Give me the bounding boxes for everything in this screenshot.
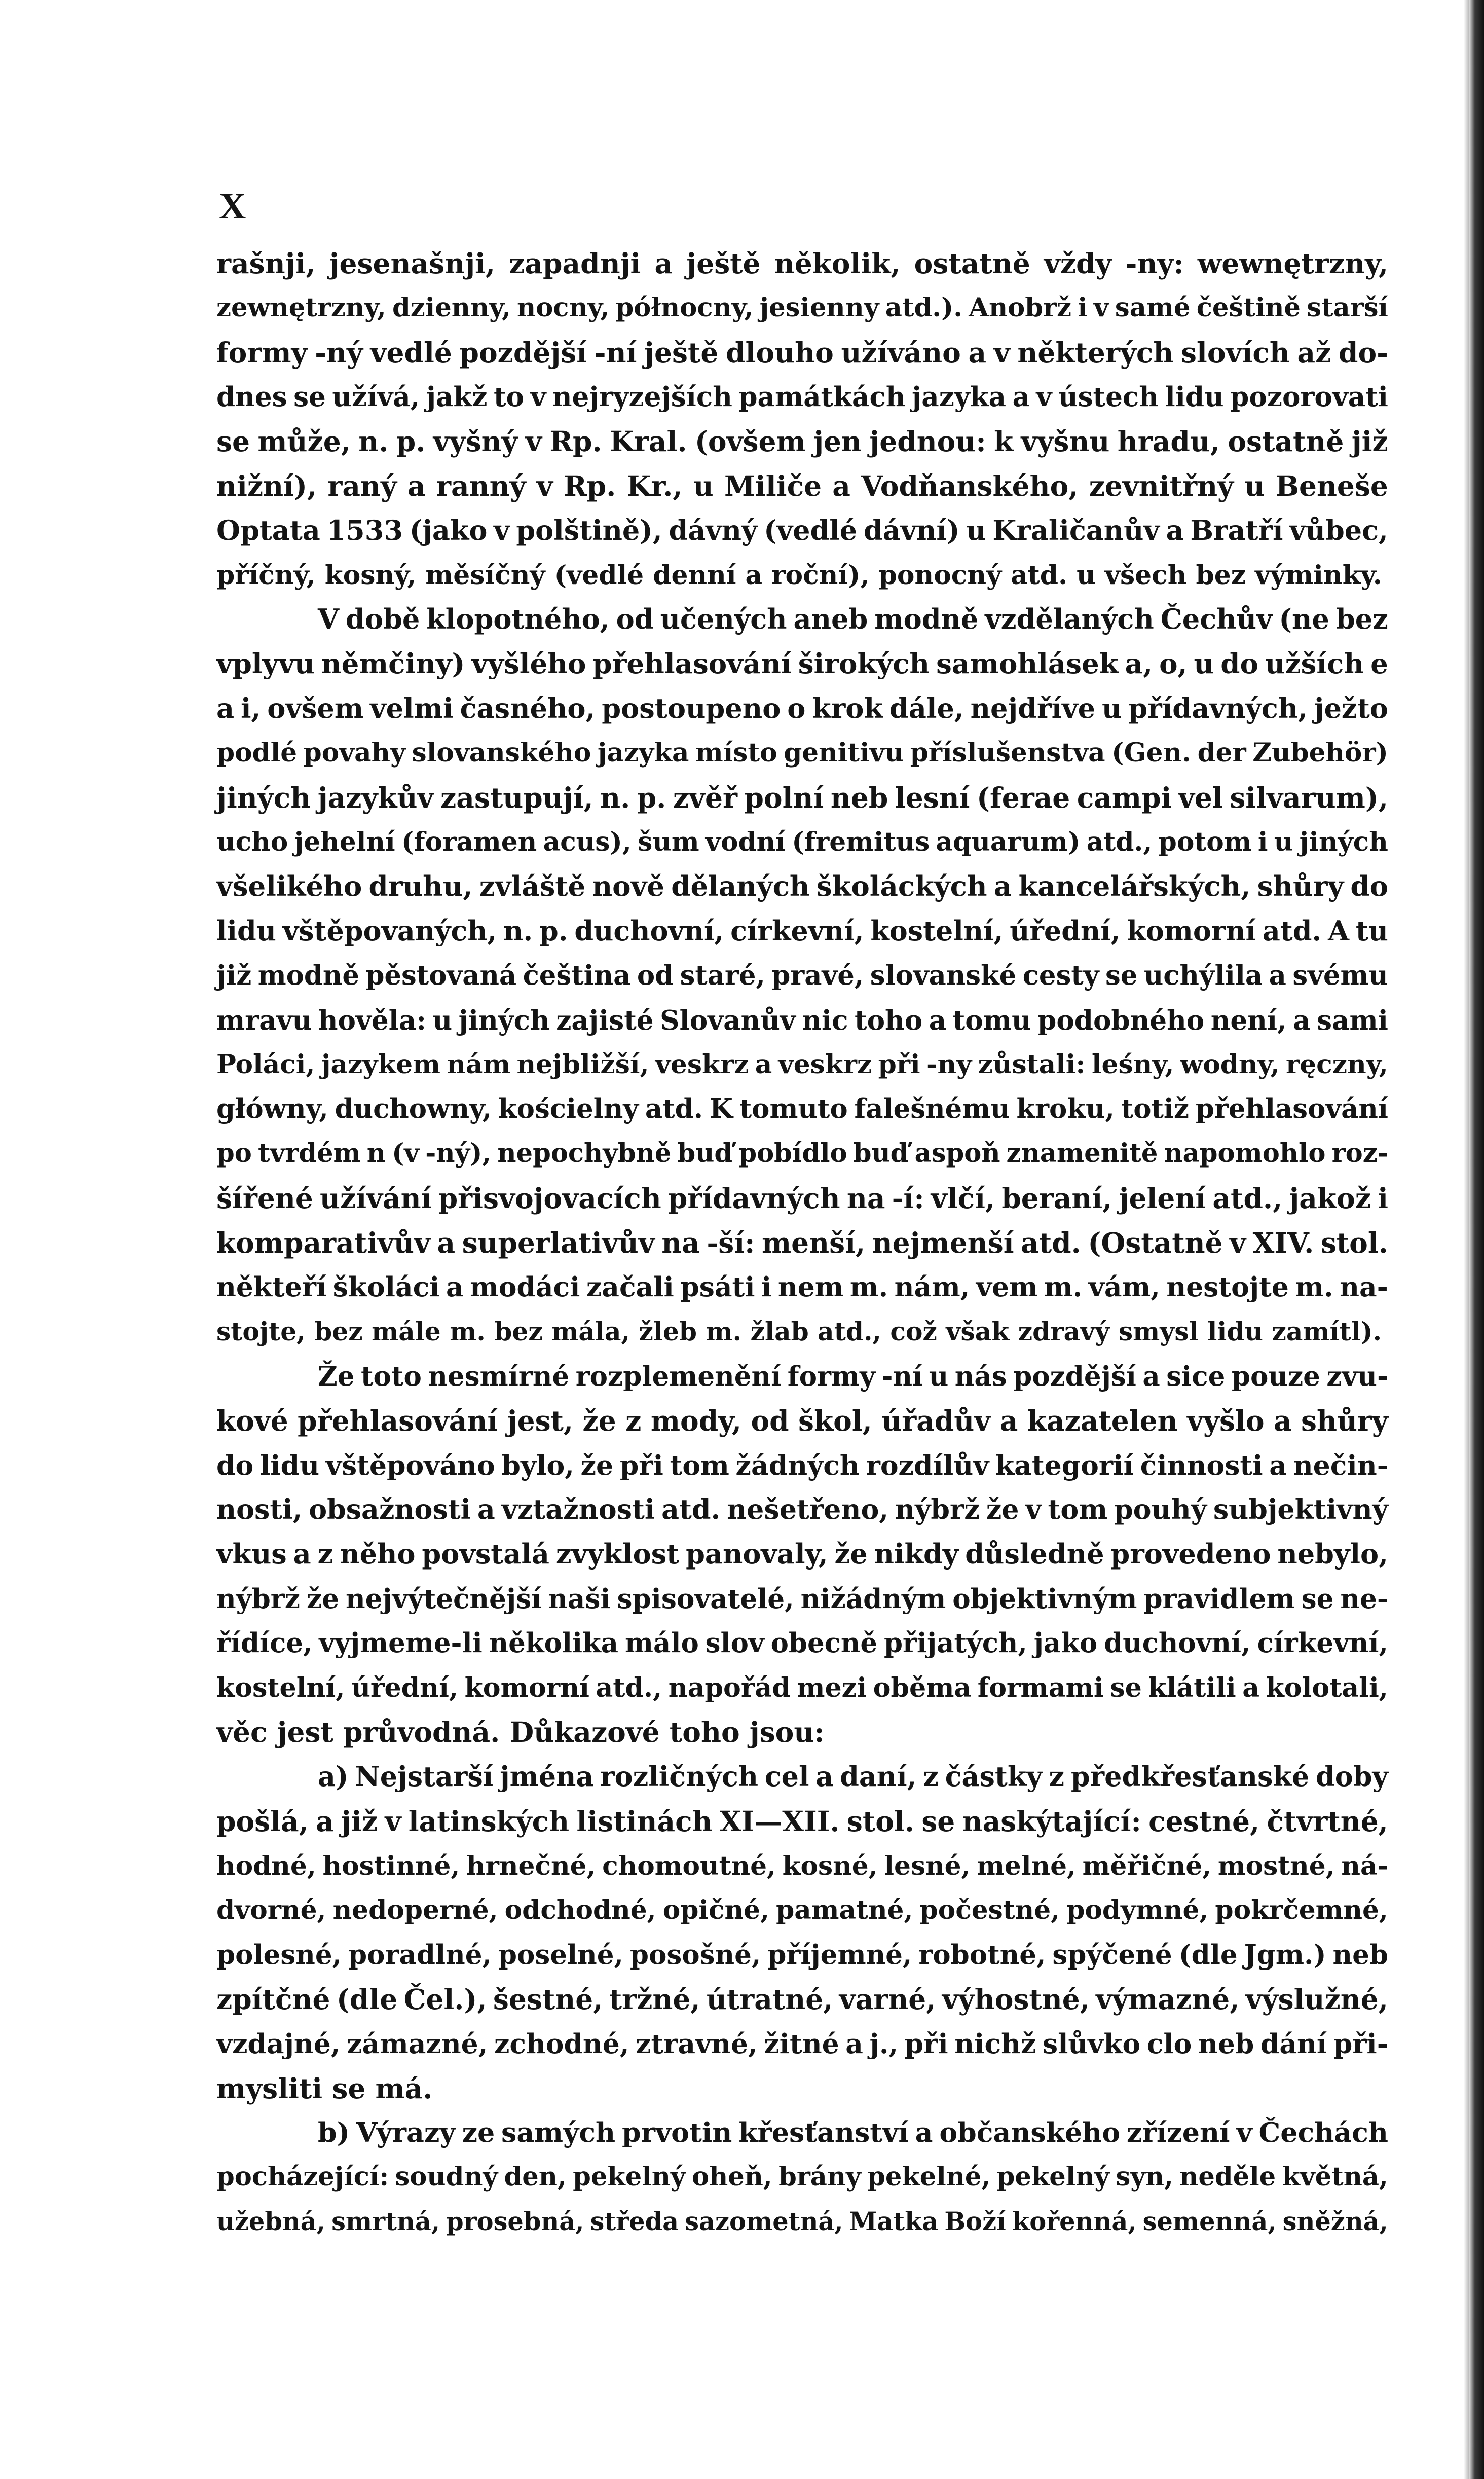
text-line: nýbrž že nejvýtečnější naši spisovatelé, nižádným objektivným pravidlem se ne- bbox=[216, 1582, 1388, 1615]
text-line: zpítčné (dle Čel.), šestné, tržné, útratné, varné, výhostné, výmazné, výslužné, bbox=[216, 1983, 1388, 2016]
text-line: nižní), raný a ranný v Rp. Kr., u Miliče a Vodňanského, zevnitřný u Beneše bbox=[216, 469, 1388, 502]
text-line: pocházející: soudný den, pekelný oheň, brány pekelné, pekelný syn, neděle květná, bbox=[216, 2162, 1388, 2193]
text-line: kostelní, úřední, komorní atd., napořád mezi oběma formami se klátili a kolotali, bbox=[216, 1672, 1388, 1703]
text-line: V době klopotného, od učených aneb modně vzdělaných Čechův (ne bez bbox=[318, 603, 1388, 636]
text-line: pošlá, a již v latinských listinách XI—XII. stol. se naskýtající: cestné, čtvrtné, bbox=[216, 1804, 1388, 1838]
text-line: ucho jehelní (foramen acus), šum vodní (fremitus aquarum) atd., potom i u jiných bbox=[216, 826, 1388, 858]
text-line: Poláci, jazykem nám nejbližší, veskrz a veskrz při -ny zůstali: leśny, wodny, ręczny, bbox=[216, 1049, 1388, 1080]
text-line: a) Nejstarší jména rozličných cel a daní, z částky z předkřesťanské doby bbox=[318, 1760, 1388, 1793]
text-line: a i, ovšem velmi časného, postoupeno o krok dále, nejdříve u přídavných, ježto bbox=[216, 691, 1388, 724]
text-line: šířené užívání přisvojovacích přídavných na -í: vlčí, beraní, jelení atd., jakož i bbox=[216, 1181, 1388, 1215]
text-line: vkus a z něho povstalá zvyklost panovaly, že nikdy důsledně provedeno nebylo, bbox=[216, 1538, 1388, 1571]
text-line: rašnji, jesenašnji, zapadnji a ještě několik, ostatně vždy -ny: wewnętrzny, bbox=[216, 247, 1388, 280]
text-line: dvorné, nedoperné, odchodné, opičné, pamatné, počestné, podymné, pokrčemné, bbox=[216, 1894, 1388, 1926]
text-line: vzdajné, zámazné, zchodné, ztravné, žitné a j., při nichž slůvko clo neb dání při- bbox=[216, 2027, 1388, 2060]
text-line: užebná, smrtná, prosebná, středa sazometná, Matka Boží kořenná, semenná, sněžná, bbox=[216, 2207, 1388, 2237]
text-line: Že toto nesmírné rozplemenění formy -ní u nás pozdější a sice pouze zvu- bbox=[318, 1360, 1388, 1392]
text-line: formy -ný vedlé pozdější -ní ještě dlouho užíváno a v některých slovích až do- bbox=[216, 336, 1388, 369]
text-line: mravu hověla: u jiných zajisté Slovanův nic toho a tomu podobného není, a sami bbox=[216, 1004, 1388, 1036]
text-line: zewnętrzny, dzienny, nocny, północny, jesienny atd.). Anobrž i v samé češtině starší bbox=[216, 292, 1388, 323]
text-line: se může, n. p. vyšný v Rp. Kral. (ovšem jen jednou: k vyšnu hradu, ostatně již bbox=[216, 425, 1388, 458]
text-line: po tvrdém n (v -ný), nepochybně buď pobídlo buď aspoň znamenitě napomohlo roz- bbox=[216, 1138, 1388, 1169]
text-line: podlé povahy slovanského jazyka místo genitivu příslušenstva (Gen. der Zubehör) bbox=[216, 737, 1388, 768]
text-line: již modně pěstovaná čeština od staré, pravé, slovanské cesty se uchýlila a svému bbox=[216, 959, 1388, 991]
text-line: główny, duchowny, kościelny atd. K tomuto falešnému kroku, totiž přehlasování bbox=[216, 1093, 1388, 1125]
text-line: příčný, kosný, měsíčný (vedlé denní a roční), ponocný atd. u všech bez výminky. bbox=[216, 559, 1382, 591]
body-text bbox=[216, 241, 1388, 2244]
text-line: b) Výrazy ze samých prvotin křesťanství a občanského zřízení v Čechách bbox=[318, 2117, 1388, 2149]
text-line: hodné, hostinné, hrnečné, chomoutné, kosné, lesné, melné, měřičné, mostné, ná- bbox=[216, 1850, 1388, 1881]
text-line: stojte, bez mále m. bez mála, žleb m. žlab atd., což však zdravý smysl lidu zamítl). bbox=[216, 1317, 1382, 1347]
text-line: vplyvu němčiny) vyšlého přehlasování širokých samohlásek a, o, u do užších e bbox=[216, 647, 1388, 680]
text-line: všelikého druhu, zvláště nově dělaných školáckých a kancelářských, shůry do bbox=[216, 870, 1388, 903]
page-number: X bbox=[219, 186, 246, 227]
text-line: věc jest průvodná. Důkazové toho jsou: bbox=[216, 1716, 825, 1749]
text-line: Optata 1533 (jako v polštině), dávný (vedlé dávní) u Kraličanův a Bratří vůbec, bbox=[216, 514, 1388, 546]
text-line: lidu vštěpovaných, n. p. duchovní, církevní, kostelní, úřední, komorní atd. A tu bbox=[216, 914, 1388, 947]
text-line: kové přehlasování jest, že z mody, od škol, úřadův a kazatelen vyšlo a shůry bbox=[216, 1404, 1388, 1437]
text-line: dnes se užívá, jakž to v nejryzejších památkách jazyka a v ústech lidu pozorovati bbox=[216, 381, 1388, 413]
page-edge bbox=[1469, 0, 1484, 2479]
text-line: polesné, poradlné, poselné, posošné, příjemné, robotné, spýčené (dle Jgm.) neb bbox=[216, 1939, 1388, 1971]
page-edge-shadow bbox=[1464, 0, 1469, 2479]
text-line: do lidu vštěpováno bylo, že při tom žádných rozdílův kategorií činnosti a nečin- bbox=[216, 1449, 1388, 1481]
text-line: mysliti se má. bbox=[216, 2071, 433, 2105]
text-line: komparativův a superlativův na -ší: menší, nejmenší atd. (Ostatně v XIV. stol. bbox=[216, 1226, 1388, 1259]
text-line: jiných jazykův zastupují, n. p. zvěř polní neb lesní (ferae campi vel silvarum), bbox=[216, 781, 1388, 814]
text-line: někteří školáci a modáci začali psáti i nem m. nám, vem m. vám, nestojte m. na- bbox=[216, 1271, 1388, 1303]
text-line: nosti, obsažnosti a vztažnosti atd. nešetřeno, nýbrž že v tom pouhý subjektivný bbox=[216, 1493, 1388, 1526]
text-line: řídíce, vyjmeme-li několika málo slov obecně přijatých, jako duchovní, církevní, bbox=[216, 1627, 1388, 1659]
